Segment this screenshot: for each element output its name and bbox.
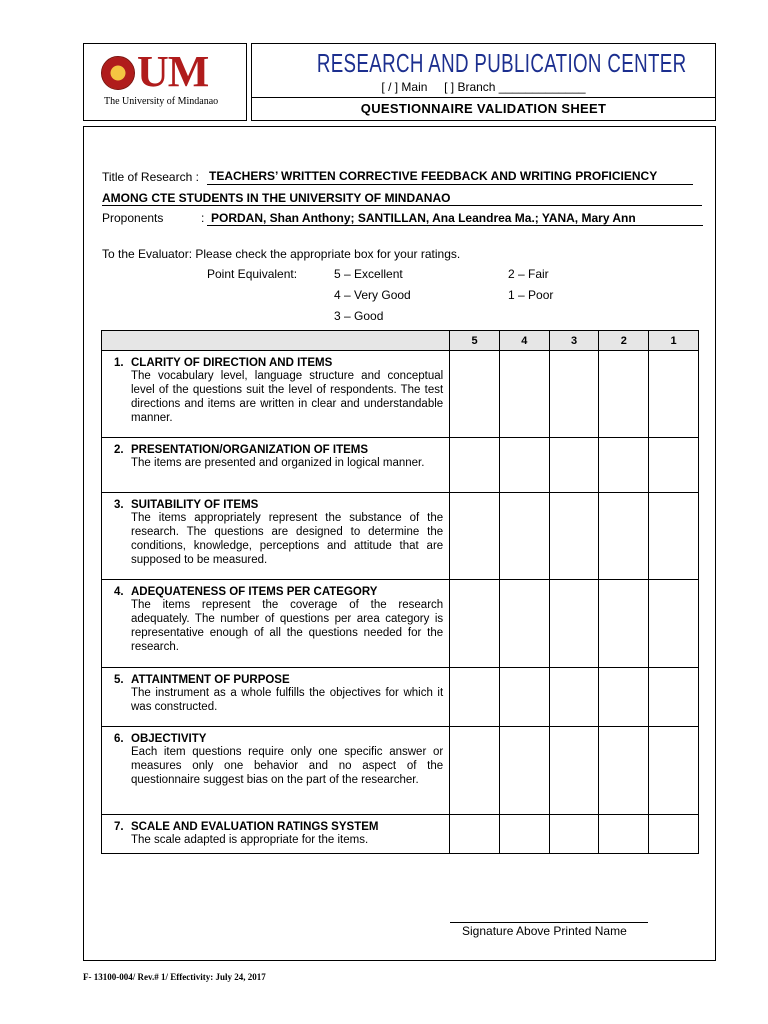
criterion-title: PRESENTATION/ORGANIZATION OF ITEMS (131, 444, 369, 456)
criterion-title: SCALE AND EVALUATION RATINGS SYSTEM (131, 821, 379, 833)
proponents-value: PORDAN, Shan Anthony; SANTILLAN, Ana Leandrea Ma.; YANA, Mary Ann (211, 211, 636, 225)
table-row (102, 580, 699, 668)
rating-box-1[interactable] (649, 493, 699, 580)
criterion-description: The vocabulary level, language structure and conceptual level of the questions suit the level of respondents. The test directions and items are written in clear and understandable manner. (131, 370, 444, 424)
rating-box-4[interactable] (499, 815, 549, 854)
criterion-description: The scale adapted is appropriate for the items. (131, 834, 369, 846)
proponents-underline (207, 225, 703, 226)
rating-box-1[interactable] (649, 727, 699, 815)
title-divider (252, 97, 715, 98)
um-logo-text: UM (137, 47, 209, 96)
rating-box-5[interactable] (450, 727, 500, 815)
table-row (102, 351, 699, 438)
criterion-cell (102, 815, 450, 854)
criterion-description: Each item questions require only one specific answer or measures only one behavior and no aspect of the questionnaire suggest bias on the part of the researcher. (131, 746, 444, 786)
criterion-description: The instrument as a whole fulfills the objectives for which it was constructed. (131, 687, 444, 713)
criterion-number: 4. (114, 586, 124, 598)
rating-box-5[interactable] (450, 580, 500, 668)
col-header-5: 5 (450, 331, 500, 351)
main-branch-line (252, 80, 715, 94)
rating-box-2[interactable] (599, 580, 649, 668)
criterion-cell (102, 668, 450, 727)
criterion-cell (102, 493, 450, 580)
criterion-description: The items appropriately represent the substance of the research. The questions are designed to determine the conditions, knowledge, perceptions and attitude that are supposed to be measured. (131, 512, 444, 566)
rating-box-3[interactable] (549, 351, 599, 438)
criterion-number: 2. (114, 444, 124, 456)
table-row (102, 493, 699, 580)
rating-box-5[interactable] (450, 493, 500, 580)
col-header-2: 2 (599, 331, 649, 351)
criteria-header (102, 331, 450, 351)
rating-box-3[interactable] (549, 815, 599, 854)
research-title-line2: AMONG CTE STUDENTS IN THE UNIVERSITY OF MINDANAO (102, 191, 451, 205)
criterion-number: 5. (114, 674, 124, 686)
criterion-description: The items are presented and organized in logical manner. (131, 457, 425, 469)
scale-1: 1 – Poor (508, 288, 554, 302)
rating-box-3[interactable] (549, 438, 599, 493)
scale-2: 2 – Fair (508, 267, 549, 281)
rating-box-5[interactable] (450, 668, 500, 727)
rating-box-4[interactable] (499, 727, 549, 815)
rating-box-5[interactable] (450, 351, 500, 438)
table-row (102, 727, 699, 815)
rating-box-4[interactable] (499, 438, 549, 493)
rating-box-1[interactable] (649, 351, 699, 438)
rating-box-2[interactable] (599, 727, 649, 815)
criterion-title: SUITABILITY OF ITEMS (131, 499, 259, 511)
scale-5: 5 – Excellent (334, 267, 403, 281)
rating-box-4[interactable] (499, 668, 549, 727)
signature-label: Signature Above Printed Name (462, 924, 627, 938)
rating-box-3[interactable] (549, 668, 599, 727)
scale-4: 4 – Very Good (334, 288, 411, 302)
criterion-cell (102, 351, 450, 438)
rating-box-4[interactable] (499, 580, 549, 668)
rating-box-2[interactable] (599, 493, 649, 580)
proponents-colon: : (201, 211, 205, 225)
rating-box-3[interactable] (549, 580, 599, 668)
criterion-description: The items represent the coverage of the research adequately. The number of questions per area category is representative enough of all the questions needed for the research. (131, 599, 444, 653)
rating-box-2[interactable] (599, 815, 649, 854)
rating-box-1[interactable] (649, 580, 699, 668)
table-header-row (102, 331, 699, 351)
rating-box-2[interactable] (599, 351, 649, 438)
rating-box-3[interactable] (549, 493, 599, 580)
title-underline-1 (207, 184, 693, 185)
university-seal-icon (101, 56, 135, 90)
rating-box-1[interactable] (649, 668, 699, 727)
table-row (102, 815, 699, 854)
main-checkbox-label: [ / ] Main (381, 80, 428, 94)
rating-box-1[interactable] (649, 438, 699, 493)
criterion-title: ATTAINTMENT OF PURPOSE (131, 674, 290, 686)
rating-box-2[interactable] (599, 668, 649, 727)
criterion-cell (102, 580, 450, 668)
research-title-label: Title of Research : (102, 170, 199, 184)
col-header-3: 3 (549, 331, 599, 351)
table-row (102, 668, 699, 727)
criterion-number: 3. (114, 499, 124, 511)
scale-3: 3 – Good (334, 309, 384, 323)
rating-box-5[interactable] (450, 815, 500, 854)
center-title: RESEARCH AND PUBLICATION CENTER (316, 48, 687, 78)
signature-line[interactable] (450, 922, 648, 923)
criterion-title: CLARITY OF DIRECTION AND ITEMS (131, 357, 333, 369)
rating-box-3[interactable] (549, 727, 599, 815)
title-box (251, 43, 716, 121)
sheet-title: QUESTIONNAIRE VALIDATION SHEET (360, 101, 607, 116)
title-underline-2 (102, 205, 702, 206)
criterion-cell (102, 438, 450, 493)
form-footer: F- 13100-004/ Rev.# 1/ Effectivity: July 24, 2017 (83, 972, 266, 982)
rating-box-2[interactable] (599, 438, 649, 493)
criterion-number: 7. (114, 821, 124, 833)
rating-box-4[interactable] (499, 351, 549, 438)
col-header-4: 4 (499, 331, 549, 351)
branch-checkbox-label: [ ] Branch _____________ (444, 80, 586, 94)
logo-box (83, 43, 247, 121)
criterion-cell (102, 727, 450, 815)
criterion-title: ADEQUATENESS OF ITEMS PER CATEGORY (131, 586, 378, 598)
proponents-label: Proponents (102, 211, 164, 225)
point-equivalent-label: Point Equivalent: (207, 267, 298, 281)
criterion-number: 1. (114, 357, 124, 369)
rating-box-4[interactable] (499, 493, 549, 580)
col-header-1: 1 (649, 331, 699, 351)
criterion-number: 6. (114, 733, 124, 745)
rating-table (101, 330, 699, 854)
rating-box-5[interactable] (450, 438, 500, 493)
university-name: The University of Mindanao (104, 96, 219, 107)
rating-box-1[interactable] (649, 815, 699, 854)
research-title-line1: TEACHERS’ WRITTEN CORRECTIVE FEEDBACK AND WRITING PROFICIENCY (209, 169, 658, 183)
evaluator-instruction: To the Evaluator: Please check the appropriate box for your ratings. (102, 247, 461, 261)
table-row (102, 438, 699, 493)
criterion-title: OBJECTIVITY (131, 733, 207, 745)
